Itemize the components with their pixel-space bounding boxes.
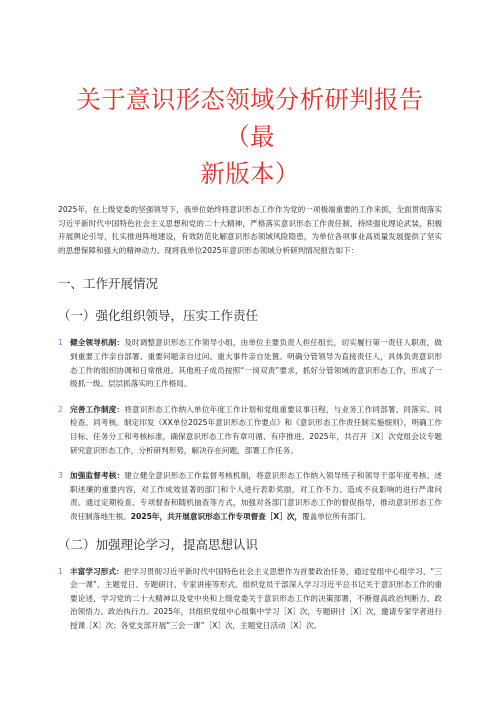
list-item-number: 3 — [58, 471, 63, 481]
list-item-number: 2 — [58, 404, 63, 414]
list-item-bold-tail: 2025年，共开展意识形态工作专项督查［X］次， — [130, 511, 303, 521]
list-item-number: 1 — [58, 566, 63, 576]
list-item — [58, 403, 442, 457]
section-heading-work-status: 一、工作开展情况 — [58, 276, 159, 292]
list-item-number: 1 — [58, 338, 63, 348]
subsection-heading-organization: （一）强化组织领导，压实工作责任 — [58, 308, 259, 324]
list-item-label: 完善工作制度： — [70, 404, 125, 414]
title-line-1: 关于意识形态领域分析研判报告（最 — [76, 85, 424, 151]
list-item-text: 建立健全意识形态工作监督考核机制，将意识形态工作纳入领导班子和领导干部年度考核、述职述廉的重要内容，对工作成效显著的部门和个人进行表彰奖励，对工作不力、造成不良影响的进行严肃问责。通过定期检查、专项督查和随机抽查等方式，加强对各部门意识形态工作的督促指导，推动意识形态工作责任制落地生根。 — [70, 471, 443, 521]
document-title — [58, 0, 442, 192]
subsection-heading-theory-study: （二）加强理论学习，提高思想认识 — [58, 536, 259, 552]
list-item-text: 及时调整意识形态工作领导小组，由单位主要负责人担任组长，切实履行第一责任人职责，做到重要工作亲自部署、重要问题亲自过问、重大事件亲自处置。明确分管领导为直接责任人，具体负责意识形态工作的组织协调和日常推进。其他班子成员按照“一岗双责”要求，抓好分管领域的意识形态工作，形成了一级抓一级、层层抓落实的工作格局。 — [70, 338, 443, 389]
list-item — [58, 565, 442, 633]
list-item-text: 把学习贯彻习近平新时代中国特色社会主义思想作为首要政治任务，通过党组中心组学习、“三会一课”、主题党日、专题研讨、专家讲座等形式，组织党员干部深入学习习近平总书记关于意识形态工作的重要论述，学习党的二十大精神以及党中央和上级党委关于意识形态工作的决策部署，不断提高政治判断力、政治领悟力、政治执行力。2025年，共组织党组中心组集中学习［X］次，专题研讨［X］次，邀请专家学者进行授课［X］次；各党支部开展“三会一课”［X］次，主题党日活动［X］次。 — [70, 566, 443, 630]
title-line-2: 新版本） — [200, 159, 300, 188]
list-item-text: 将意识形态工作纳入单位年度工作计划和党组重要议事日程，与业务工作同部署、同落实、同检查、同考核。制定印发《XX单位2025年意识形态工作要点》和《意识形态工作责任制实施细则》，明确工作目标、任务分工和考核标准，确保意识形态工作有章可循、有序推进。2025年，共召开［X］次党组会议专题研究意识形态工作，分析研判形势，解决存在问题，部署工作任务。 — [70, 404, 443, 455]
list-item-label: 加强监督考核： — [70, 471, 125, 481]
list-item-label: 丰富学习形式： — [70, 566, 124, 576]
list-item — [58, 336, 442, 390]
intro-paragraph: 2025年，在上级党委的坚强领导下，我单位始终将意识形态工作作为党的一项极端重要的工作来抓，全面贯彻落实习近平新时代中国特色社会主义思想和党的二十大精神，严格落实意识形态工作责任制，持续强化理论武装，积极开展舆论引导，扎实推进阵地建设，有效防范化解意识形态领域风险隐患，为单位各项事业高质量发展提供了坚实的思想保障和强大的精神动力。现将我单位2025年意识形态领域分析研判情况报告如下： — [58, 205, 442, 255]
list-item-label: 健全领导机制： — [70, 338, 125, 348]
list-item-tail: 覆盖单位所有部门。 — [302, 511, 371, 521]
list-item — [58, 469, 442, 523]
